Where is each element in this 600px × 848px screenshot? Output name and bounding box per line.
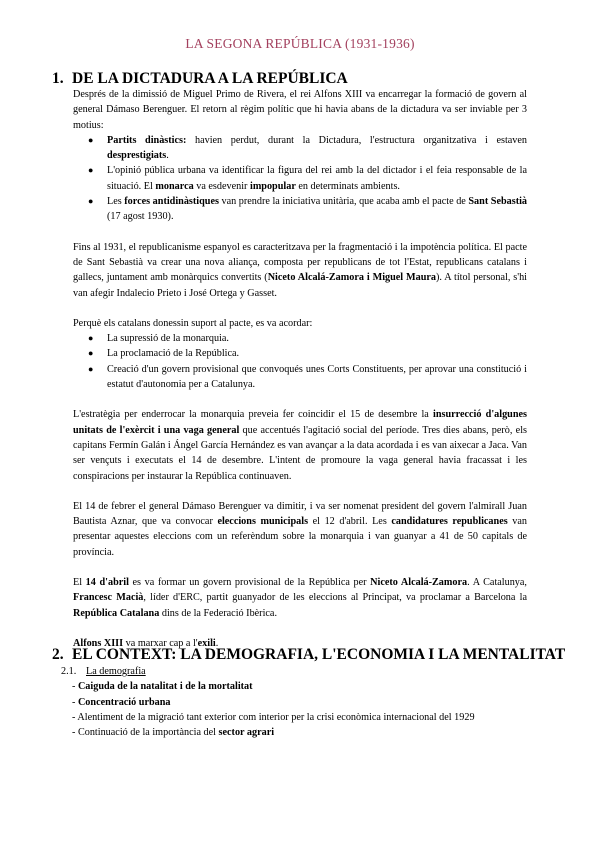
section-2-heading — [52, 646, 565, 664]
bullet-icon: ● — [88, 134, 94, 145]
section-1-body — [73, 87, 527, 651]
paragraph-14-abril: El 14 d'abril es va formar un govern provisional de la República per Niceto Alcalá-Zamora. A Catalunya, Francesc Macià, líder d'ERC, partit guanyador de les eleccions al Principat, va proclamar a Barcelona la República Catalana dins de la Federació Ibèrica. — [73, 577, 527, 619]
document-title: LA SEGONA REPÚBLICA (1931-1936) — [185, 36, 415, 51]
paragraph-acord: Perquè els catalans donessin suport al pacte, es va acordar: — [73, 317, 313, 329]
subsection-title: La demografia — [86, 666, 146, 677]
list-item: ● L'opinió pública urbana va identificar la figura del rei amb la del dictador i el feia responsable de la situació. El monarca va esdevenir impopular en determinats ambients. — [88, 165, 527, 192]
list-item: ● Partits dinàstics: havien perdut, durant la Dictadura, l'estructura organitzativa i estaven desprestigiats. — [88, 134, 528, 162]
list-item: - Concentració urbana — [72, 696, 171, 708]
list-item: ● La supressió de la monarquia. — [73, 331, 527, 346]
list-item: - Continuació de la importància del sector agrari — [72, 727, 275, 739]
bullet-icon: ● — [88, 333, 94, 344]
bullet-icon: ● — [88, 165, 94, 176]
paragraph-republicanisme: Fins al 1931, el republicanisme espanyol es caracteritzava per la fragmentació i la impotència política. El pacte de Sant Sebastià va crear una nova aliança, composta per republicans de tot l'Estat, republicans catalans i gallecs, juntament amb monàrquics convertits (Niceto Alcalá-Zamora i Miguel Maura). A títol personal, s'hi van afegir Indalecio Prieto i José Ortega y Gasset. — [73, 241, 527, 299]
bullet-icon: ● — [88, 348, 94, 359]
subsection-number: 2.1. — [61, 666, 77, 677]
bullet-icon: ● — [88, 196, 94, 207]
paragraph-estrategia: L'estratègia per enderrocar la monarquia preveia fer coincidir el 15 de desembre la insurrecció d'algunes unitats de l'exèrcit i una vaga general que accentués l'agitació social del període. Tres dies abans, però, els capitans Fermín Galán i Ángel García Hernández es van avançar a la data acordada i es van aixecar a Jaca. Van ser vençuts i executats el 14 de desembre. L'intent de promoure la vaga general havia fracassat i les conspiracions per instaurar la República continuaven. — [73, 409, 527, 482]
paragraph-eleccions: El 14 de febrer el general Dámaso Berenguer va dimitir, i va ser nomenat president del govern l'almirall Juan Bautista Aznar, que va convocar eleccions municipals el 12 d'abril. Les candidatures republicanes van presentar aquestes eleccions com un referèndum sobre la monarquia i van guanyar a 41 de 50 capitals de província. — [73, 500, 527, 558]
section-2-number: 2. — [52, 646, 64, 663]
subsection-heading — [61, 664, 531, 679]
list-item: - Caiguda de la natalitat i de la mortalitat — [72, 681, 253, 693]
list-item: ● Creació d'un govern provisional que convoqués unes Corts Constituents, per aprovar una constitució i estatut d'autonomia per a Catalunya. — [88, 363, 527, 391]
section-1-number: 1. — [52, 70, 64, 87]
bullet-list-motius — [73, 133, 527, 225]
bullet-icon: ● — [88, 363, 94, 374]
paragraph-intro: Després de la dimissió de Miguel Primo de Rivera, el rei Alfons XIII va encarregar la formació de govern al general Dámaso Berenguer. El retorn al règim polític que hi havia abans de la dictadura va ser inviable per 3 motius: — [73, 89, 527, 131]
subsection-2-1 — [61, 664, 531, 740]
list-item: ● Les forces antidinàstiques van prendre la iniciativa unitària, que acaba amb el pacte de Sant Sebastià (17 agost 1930). — [88, 196, 528, 223]
bullet-list-acord — [73, 331, 527, 392]
paragraph-exili: Alfons XIII va marxar cap a l'exili. — [73, 637, 219, 649]
list-item: - Alentiment de la migració tant exterior com interior per la crisi econòmica internacional del 1929 — [72, 711, 475, 723]
list-item: ● La proclamació de la República. — [73, 346, 527, 361]
section-1-title: DE LA DICTADURA A LA REPÚBLICA — [72, 70, 348, 87]
section-1-heading — [52, 70, 348, 88]
section-2-title: EL CONTEXT: LA DEMOGRAFIA, L'ECONOMIA I LA MENTALITAT — [72, 646, 566, 663]
